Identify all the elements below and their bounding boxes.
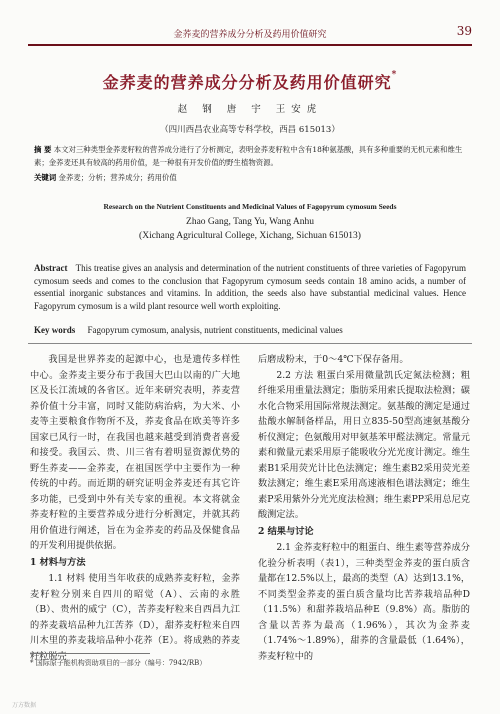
intro-paragraph: 我国是世界荞麦的起源中心，也是遗传多样性中心。金荞麦主要分布于我国大巴山以南的广大地区及长江流域的各省区。近年来研究表明，荞麦营养价值十分丰富，同时又能防病治病，为大米、小麦等主要粮食作物所不及，荞麦食品在欧美等许多国家已风行一时，在我国也越来越受到消费者喜爱和接受。我国云、贵、川三省有着明显资源优势的野生荞麦——金荞麦，在祖国医学中主要作为一种传统的中药。而近期的研究证明金荞麦还有其它许多功能，已受到中外有关专家的重视。本文将就金荞麦籽粒的主要营养成分进行分析测定，并就其药用价值进行阐述，旨在为金荞麦的药品及保健食品的开发利用提供依据。 [30, 354, 240, 551]
keywords-en-text: Fagopyrum cymosum, analysis, nutrient constituents, medicinal values [87, 325, 343, 335]
section-divider [28, 343, 472, 344]
materials-paragraph: 1.1 材料 使用当年收获的成熟荞麦籽粒，金荞麦籽粒分别来自四川的昭觉（A）、云南的永胜（B）、贵州的威宁（C），苦荞麦籽粒来自西昌九江的荞麦栽培品种九江苦荞（D），甜荞麦籽粒来自四川木里的荞麦栽培品种小花荞（E）。将成熟的荞麦籽粒脱壳 [30, 573, 240, 662]
results-paragraph: 2.1 金荞麦籽粒中的粗蛋白、维生素等营养成分 化验分析表明（表1），三种类型金荞麦的蛋白质含量都在12.5%以上，最高的类型（A）达到13.1%，不同类型金荞麦的蛋白质含量均比苦荞栽培品种D（11.5%）和甜荞栽培品种E（9.8%）高。脂肪的含量以苦荞为最高（1.96%），其次为金荞麦（1.74%～1.89%），甜荞的含量最低（1.64%），荞麦籽粒中的 [258, 542, 471, 662]
running-title: 金荞麦的营养成分分析及药用价值研究 [173, 30, 327, 40]
affiliation: （四川西昌农业高等专科学校，西昌 615013） [160, 125, 340, 135]
english-authors: Zhao Gang, Tang Yu, Wang Anhu [186, 217, 314, 227]
keywords-cn-text: 金荞麦；分析；营养成分；药用价值 [58, 173, 177, 182]
methods-paragraph: 2.2 方法 粗蛋白采用微量凯氏定氮法检测；粗纤维采用重量法测定；脂肪采用索氏提取法检测；碳水化合物采用国际常规法测定。氨基酸的测定是通过盐酸水解制备样品，用日立835-50型高速氨基酸分析仪测定；色氨酸用对甲氨基苯甲醛法测定。常量元素和微量元素采用原子能吸收分光光度计测定。维生素B1采用荧光计比色法测定；维生素B2采用荧光差数法测定；维生素E采用高速液相色谱法测定；维生素P采用紫外分光光度法检测；维生素PP采用总尼克酸测定法。 [258, 369, 470, 520]
body-column-right [258, 352, 470, 664]
section-heading: 1 材料与方法 [30, 556, 86, 568]
abstract-en [34, 262, 466, 312]
section-heading: 2 结果与讨论 [258, 525, 314, 537]
article-title [0, 70, 500, 93]
english-affiliation: (Xichang Agricultural College, Xichang, Sichuan 615013) [139, 231, 361, 241]
body-column-left [30, 352, 240, 664]
footnote: * 国际原子能机构资助项目的一部分（编号：7942/RB） [30, 659, 207, 667]
abstract-en-label: Abstract [34, 263, 68, 273]
running-header [28, 20, 472, 46]
abstract-cn-text: 本文对三种类型金荞麦籽粒的营养成分进行了分析测定，表明金荞麦籽粒中含有18种氨基酸，具有多种重要的无机元素和维生素；金荞麦还具有较高的药用价值，是一种很有开发价值的野生植物资源。 [34, 145, 463, 167]
title-footnote-mark: * [391, 70, 398, 80]
page-number: 39 [456, 24, 472, 38]
english-title: Research on the Nutrient Constituents and Medicinal Values of Fagopyrum cymosum Seeds [103, 202, 397, 211]
authors: 赵 钢 唐 宇 王安虎 [177, 104, 323, 115]
keywords-en [34, 325, 466, 335]
source-stamp: 万方数据 [12, 702, 37, 709]
keywords-cn [34, 172, 466, 183]
footnote-rule [30, 653, 150, 654]
keywords-cn-label: 关键词 [34, 173, 57, 182]
article-title-text: 金荞麦的营养成分分析及药用价值研究 [102, 73, 392, 92]
continuation-paragraph: 后磨成粉末，于0～4℃下保存备用。 [258, 354, 409, 365]
abstract-cn-label: 摘 要 [34, 145, 52, 154]
keywords-en-label: Key words [34, 325, 76, 335]
abstract-cn [34, 143, 466, 169]
abstract-en-text: This treatise gives an analysis and determination of the nutrient constituents of three varieties of Fagopyrum cymosum seeds and comes to the conclusion that Fagopyrum cymosum seeds contain 18 amino acids, a number of essential inorganic substances and vitamins. In addition, the seeds also have substantial medicinal values. Hence Fagopyrum cymosum is a wild plant resource well worth exploiting. [34, 263, 466, 311]
